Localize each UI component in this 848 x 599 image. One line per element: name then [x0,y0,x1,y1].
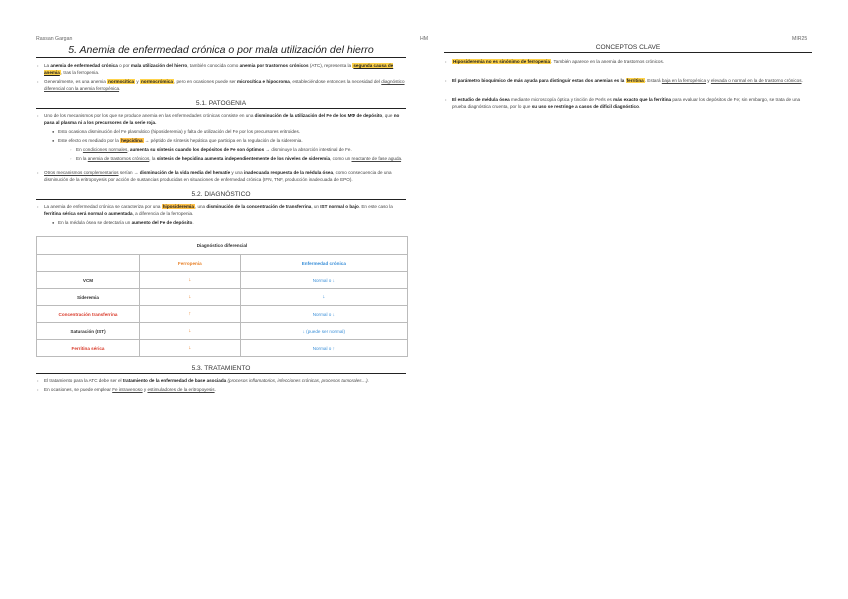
ferropenia-value: ↑ [140,306,241,323]
bullet-icon: • [445,97,447,102]
row-label: VCM [37,272,140,289]
key-concept-1: • Hiposideremia no es sinónimo de ferropenia. También aparece en la anemia de trastornos crónicos. [445,59,665,64]
bullet-icon: • [445,59,447,64]
bullet-icon: • [37,387,39,392]
ferropenia-value: ↓ [140,289,241,306]
table-row [37,272,408,289]
patogenia-subitem-2: ● Este efecto es mediado por la hepcidina → péptido de síntesis hepática que participa en la regulación de la sideremia. [52,138,303,143]
bullet-icon: • [445,78,447,83]
patogenia-subitem-2a: ◦ En condiciones normales, aumenta su síntesis cuando los depósitos de Fe son óptimos → disminuye la absorción intestinal de Fe. [70,147,352,152]
ferropenia-value: ↓ [140,340,241,357]
tratamiento-paragraph-2: • En ocasiones, se puede emplear Fe intravenoso y estimuladores de la eritropoyesis. [37,387,216,392]
key-concept-3: • El estudio de médula ósea mediante microscopía óptica y tinción de Perls es más exacto que la ferritina para evaluar los depósitos de Fe; sin embargo, se trata de una prueba diagnóstica cruenta, por lo que su uso se restringe a casos de difícil diagnóstico. [445,97,801,109]
bullet-icon: • [37,204,39,209]
section-title-diagnostico: 5.2. DIAGNÓSTICO [36,191,406,200]
column-header-ferropenia: Ferropenia [140,255,241,272]
table-row [37,323,408,340]
bullet-icon: ● [52,138,55,143]
key-concepts-title: CONCEPTOS CLAVE [444,44,812,53]
enfermedad-value: Normal o ↓ [240,306,407,323]
table-title: Diagnóstico diferencial [37,237,408,255]
table-row [37,306,408,323]
section-title-patogenia: 5.1. PATOGENIA [36,100,406,109]
left-column [36,44,406,395]
row-label: Concentración transferrina [37,306,140,323]
row-label: Saturación (IST) [37,323,140,340]
bullet-icon: • [37,378,39,383]
bullet-icon: ● [52,129,55,134]
patogenia-subitem-1: ● Esto ocasiona disminución del Fe plasmático (hiposideremia) y falta de utilización del Fe por los precursores eritroides. [52,129,301,134]
row-label: Ferritina sérica [37,340,140,357]
tratamiento-paragraph-1: • El tratamiento para la ATC debe ser el tratamiento de la enfermedad de base asociada (procesos inflamatorios, infecciones crónicas, procesos tumorales…). [37,378,369,383]
patogenia-paragraph-2: • Otros mecanismos complementarios serían → disminución de la vida media del hematíe y una inadecuada respuesta de la médula ósea, como consecuencia de una disminución de la eritropoyesis por acción de sustancias producidas en situaciones de enfermedad crónica (IFN, TNF, producción inadecuada de EPO). [37,170,392,182]
bullet-icon: • [37,63,39,68]
row-label: Sideremia [37,289,140,306]
bullet-icon: ◦ [70,147,72,152]
bullet-icon: • [37,113,39,118]
table-row [37,289,408,306]
enfermedad-value: Normal o ↑ [240,340,407,357]
enfermedad-value: ↓ [240,289,407,306]
right-column [444,44,812,122]
table-corner-cell [37,255,140,272]
diagnostico-paragraph-1: • La anemia de enfermedad crónica se caracteriza por una hiposideremia, una disminución de la concentración de transferrina, un IST normal o bajo. En este caso la ferritina sérica será normal o aumentada, a diferencia de la ferropenia. [37,204,393,216]
enfermedad-value: Normal o ↓ [240,272,407,289]
section-title-tratamiento: 5.3. TRATAMIENTO [36,365,406,374]
header-subject: HM [420,36,429,42]
bullet-icon: • [37,79,39,84]
column-header-enfermedad-cronica: Enfermedad crónica [240,255,407,272]
key-concept-2: • El parámetro bioquímico de más ayuda para distinguir estas dos anemias es la ferritina. Estará baja en la ferropénica y elevada o normal en la de trastorno crónicos. [445,78,803,83]
intro-paragraph-1: • La anemia de enfermedad crónica o por mala utilización del hierro, también conocida como anemia por trastornos crónicos (ATC), representa la segunda causa de anemia, tras la ferropenia. [37,63,394,75]
bullet-icon: ◦ [70,156,72,161]
header-edition: MIR25 [792,36,808,42]
ferropenia-value: ↓ [140,272,241,289]
enfermedad-value: ↓ (puede ser normal) [240,323,407,340]
patogenia-subitem-2b: ◦ En la anemia de trastornos crónicos, la síntesis de hepcidina aumenta independientemente de los niveles de sideremia, como un reactante de fase aguda. [70,156,403,161]
ferropenia-value: ↓ [140,323,241,340]
bullet-icon: • [37,170,39,175]
patogenia-paragraph-1: • Uno de los mecanismos por los que se produce anemia en las enfermedades crónicas consiste en una disminución de la utilización del Fe de los MΦ de depósito, que no pasa al plasma ni a los precursores de la serie roja. [37,113,400,125]
diagnostico-subitem-1: ● En la médula ósea se detectaría un aumento del Fe de depósito. [52,220,194,225]
differential-diagnosis-table [36,236,408,357]
bullet-icon: ● [52,220,55,225]
intro-paragraph-2: • Generalmente, es una anemia normocítica y normocrómica, pero en ocasiones puede ser microcítica e hipocroma, estableciéndose entonces la necesidad del diagnóstico diferencial con la anemia ferropénica. [37,79,405,91]
header-author: Rassan Gargan [36,36,73,42]
page-title: 5. Anemia de enfermedad crónica o por mala utilización del hierro [36,44,406,58]
table-row [37,340,408,357]
